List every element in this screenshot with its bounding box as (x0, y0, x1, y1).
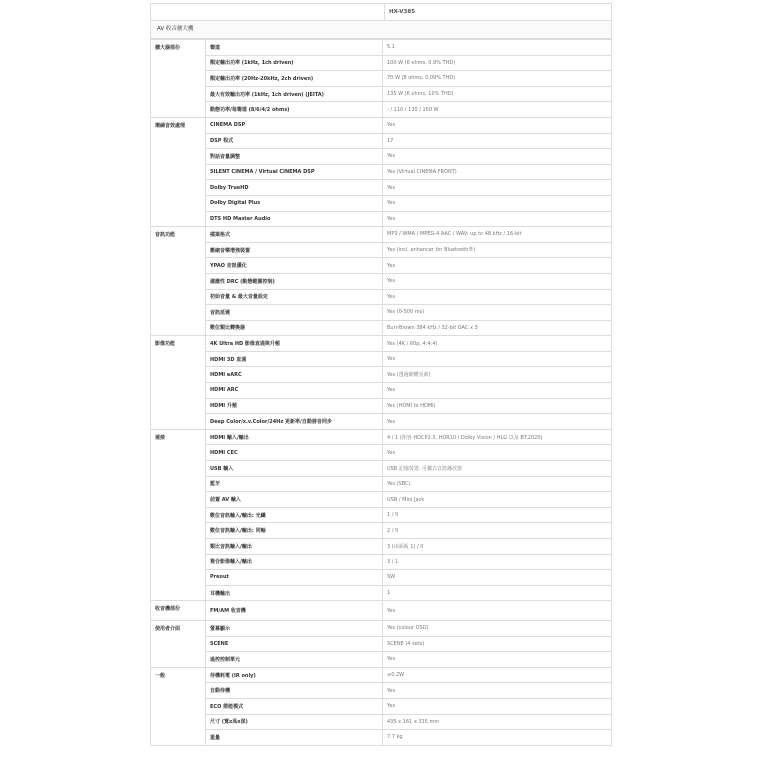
spec-value-cell: Yes (0-500 ms) (383, 305, 612, 321)
table-header (150, 3, 612, 20)
spec-name-cell: Deep Color/x.v.Color/24Hz 更新率/自動唇音同步 (206, 414, 383, 430)
spec-name-cell: 對話音量調整 (206, 149, 383, 165)
spec-name-cell: DTS HD Master Audio (206, 211, 383, 227)
category-cell: 一般 (151, 667, 206, 745)
spec-name-cell: 額定輸出功率 (1kHz, 1ch driven) (206, 55, 383, 71)
spec-name-cell: 音訊延遲 (206, 305, 383, 321)
spec-value-cell: Yes (383, 698, 612, 714)
spec-value-cell: Yes (383, 351, 612, 367)
table-row (151, 601, 612, 621)
section-title: AV 收音擴大機 (150, 20, 612, 39)
table-row (151, 523, 612, 539)
spec-value-cell: Yes (4K / 60p, 4:4:4) (383, 336, 612, 352)
spec-value-cell: Yes (透過韌體更新) (383, 367, 612, 383)
table-row (151, 117, 612, 133)
spec-name-cell: 初始音量 & 最大音量設定 (206, 289, 383, 305)
spec-value-cell: - / 110 / 130 / 150 W (383, 102, 612, 118)
spec-name-cell: 藍牙 (206, 476, 383, 492)
spec-name-cell: DSP 程式 (206, 133, 383, 149)
table-row (151, 620, 612, 636)
table-row (151, 164, 612, 180)
spec-value-cell: 135 W (6 ohms, 10% THD) (383, 86, 612, 102)
spec-value-cell: Yes (383, 195, 612, 211)
table-row (151, 539, 612, 555)
table-row (151, 305, 612, 321)
spec-value-cell: 3 (由面板 1) / 0 (383, 539, 612, 555)
spec-name-cell: Preout (206, 570, 383, 586)
spec-name-cell: 數位音訊輸入/輸出: 同軸 (206, 523, 383, 539)
table-row (151, 429, 612, 445)
spec-value-cell: 5.1 (383, 40, 612, 56)
spec-value-cell: 3 / 1 (383, 554, 612, 570)
spec-value-cell: Yes (383, 258, 612, 274)
table-row (151, 40, 612, 56)
category-cell: 影像功能 (151, 336, 206, 430)
table-row (151, 71, 612, 87)
spec-value-cell: Yes (SBC) (383, 476, 612, 492)
spec-name-cell: HDMI 3D 直通 (206, 351, 383, 367)
spec-value-cell: Burr-Brown 384 kHz / 32-bit DAC x 3 (383, 320, 612, 336)
spec-value-cell: Yes (Virtual CINEMA FRONT) (383, 164, 612, 180)
spec-value-cell: 1 (383, 585, 612, 601)
table-row (151, 683, 612, 699)
table-row (151, 133, 612, 149)
spec-name-cell: 動態功率/每聲道 (8/6/4/2 ohms) (206, 102, 383, 118)
spec-name-cell: 最大有效輸出功率 (1kHz, 1ch driven) (JEITA) (206, 86, 383, 102)
table-row (151, 242, 612, 258)
spec-name-cell: 聲道 (206, 40, 383, 56)
table-row (151, 211, 612, 227)
spec-table (150, 39, 612, 746)
spec-name-cell: 重量 (206, 730, 383, 746)
table-row (151, 180, 612, 196)
table-row (151, 383, 612, 399)
table-row (151, 367, 612, 383)
spec-value-cell: USB 記憶裝置, 可攜式音訊播放器 (383, 461, 612, 477)
model-name: HX-V385 (389, 9, 416, 15)
spec-name-cell: 額定輸出功率 (20Hz-20kHz, 2ch driven) (206, 71, 383, 87)
spec-name-cell: HDMI 輸入/輸出 (206, 429, 383, 445)
spec-name-cell: Dolby Digital Plus (206, 195, 383, 211)
category-cell: 收音機部份 (151, 601, 206, 621)
spec-value-cell: Yes (383, 445, 612, 461)
table-row (151, 336, 612, 352)
spec-name-cell: 耳機輸出 (206, 585, 383, 601)
spec-name-cell: HDMI CEC (206, 445, 383, 461)
spec-name-cell: 適應性 DRC (動態範圍控制) (206, 273, 383, 289)
table-row (151, 414, 612, 430)
spec-name-cell: 4K Ultra HD 影像直通與升頻 (206, 336, 383, 352)
table-row (151, 445, 612, 461)
spec-name-cell: 檔案格式 (206, 227, 383, 243)
table-row (151, 667, 612, 683)
spec-value-cell: 1 / 0 (383, 507, 612, 523)
spec-name-cell: USB 輸入 (206, 461, 383, 477)
category-cell: 音訊功能 (151, 227, 206, 336)
table-row (151, 570, 612, 586)
spec-value-cell: Yes (colour OSD) (383, 620, 612, 636)
table-row (151, 714, 612, 730)
spec-value-cell: Yes (383, 149, 612, 165)
table-row (151, 398, 612, 414)
spec-name-cell: 數位音訊輸入/輸出: 光纖 (206, 507, 383, 523)
spec-name-cell: YPAO 音訊優化 (206, 258, 383, 274)
table-row (151, 149, 612, 165)
table-row (151, 585, 612, 601)
spec-value-cell: USB / Mini Jack (383, 492, 612, 508)
spec-name-cell: HDMI ARC (206, 383, 383, 399)
category-cell: 連接 (151, 429, 206, 601)
spec-value-cell: Yes (incl. enhancer for Bluetooth®) (383, 242, 612, 258)
table-row (151, 289, 612, 305)
spec-name-cell: CINEMA DSP (206, 117, 383, 133)
spec-value-cell: MP3 / WMA / MPEG-4 AAC / WAV: up to 48 kHz / 16-bit (383, 227, 612, 243)
spec-value-cell: 4 / 1 (相容 HDCP2.3, HDR10 / Dolby Vision / HLG 以及 BT.2020) (383, 429, 612, 445)
spec-table-body (151, 40, 612, 746)
table-row (151, 730, 612, 746)
spec-name-cell: SCENE (206, 636, 383, 652)
spec-name-cell: 數位類比轉換器 (206, 320, 383, 336)
spec-value-cell: ≤0.2W (383, 667, 612, 683)
table-row (151, 258, 612, 274)
table-row (151, 351, 612, 367)
spec-value-cell: Yes (383, 683, 612, 699)
spec-value-cell: 100 W (6 ohms, 0.9% THD) (383, 55, 612, 71)
spec-value-cell: SCENE (4 sets) (383, 636, 612, 652)
spec-value-cell: Yes (383, 383, 612, 399)
spec-name-cell: 遙控控制單元 (206, 652, 383, 668)
table-row (151, 55, 612, 71)
table-row (151, 102, 612, 118)
spec-value-cell: SW (383, 570, 612, 586)
spec-name-cell: 類比音訊輸入/輸出 (206, 539, 383, 555)
table-row (151, 507, 612, 523)
spec-name-cell: SILENT CINEMA / Virtual CINEMA DSP (206, 164, 383, 180)
spec-value-cell: Yes (383, 652, 612, 668)
spec-table-container (150, 3, 612, 746)
category-cell: 擴大器部份 (151, 40, 206, 118)
spec-name-cell: 螢幕顯示 (206, 620, 383, 636)
table-row (151, 86, 612, 102)
spec-name-cell: HDMI eARC (206, 367, 383, 383)
spec-value-cell: Yes (HDMI to HDMI) (383, 398, 612, 414)
spec-value-cell: Yes (383, 117, 612, 133)
spec-name-cell: 壓縮音樂增強裝置 (206, 242, 383, 258)
spec-name-cell: 前置 AV 輸入 (206, 492, 383, 508)
table-row (151, 492, 612, 508)
table-row (151, 195, 612, 211)
table-row (151, 273, 612, 289)
spec-value-cell: 17 (383, 133, 612, 149)
table-row (151, 698, 612, 714)
table-row (151, 554, 612, 570)
table-row (151, 461, 612, 477)
spec-name-cell: 尺寸 (寬x高x深) (206, 714, 383, 730)
spec-name-cell: 複合影像輸入/輸出 (206, 554, 383, 570)
table-row (151, 476, 612, 492)
table-row (151, 320, 612, 336)
spec-name-cell: HDMI 升頻 (206, 398, 383, 414)
table-row (151, 227, 612, 243)
category-cell: 環繞音效處理 (151, 117, 206, 226)
spec-value-cell: Yes (383, 211, 612, 227)
spec-name-cell: 自動待機 (206, 683, 383, 699)
spec-name-cell: Dolby TrueHD (206, 180, 383, 196)
spec-value-cell: Yes (383, 180, 612, 196)
category-cell: 使用者介面 (151, 620, 206, 667)
table-row (151, 652, 612, 668)
table-row (151, 636, 612, 652)
spec-name-cell: ECO 節能模式 (206, 698, 383, 714)
spec-value-cell: Yes (383, 273, 612, 289)
spec-value-cell: 7.7 kg (383, 730, 612, 746)
spec-name-cell: FM/AM 收音機 (206, 601, 383, 621)
header-blank-cell (151, 4, 385, 20)
spec-value-cell: Yes (383, 414, 612, 430)
spec-value-cell: Yes (383, 601, 612, 621)
spec-value-cell: 2 / 0 (383, 523, 612, 539)
spec-value-cell: Yes (383, 289, 612, 305)
spec-value-cell: 435 x 161 x 315 mm (383, 714, 612, 730)
spec-value-cell: 70 W (8 ohms, 0.09% THD) (383, 71, 612, 87)
spec-name-cell: 待機耗電 (IR only) (206, 667, 383, 683)
